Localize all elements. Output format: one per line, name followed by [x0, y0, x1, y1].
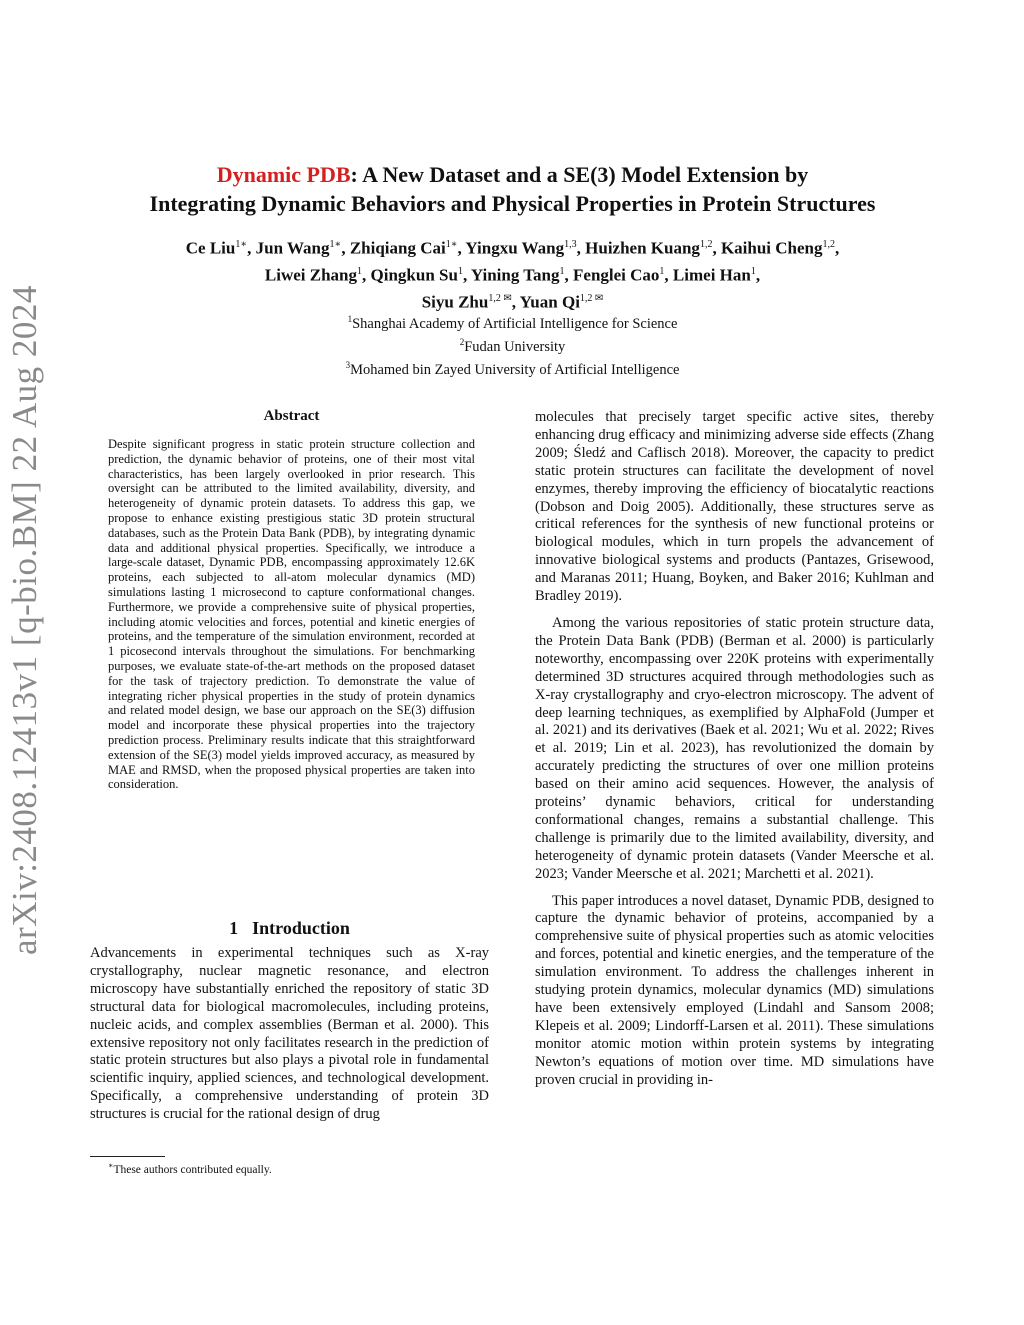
section-heading — [90, 918, 489, 939]
affiliation-name: Mohamed bin Zayed University of Artificial Intelligence — [350, 361, 680, 378]
affiliation-name: Shanghai Academy of Artificial Intelligence for Science — [352, 315, 678, 332]
abstract-heading: Abstract — [263, 408, 320, 424]
affiliation-sup: 3 — [345, 359, 351, 370]
author-list: Ce Liu$^{1∗}$, Jun Wang$^{1∗}$, Zhiqiang Cai$^{1∗}$, Yingxu Wang$^{1,3}$, Huizhen Kuang$^{1,2}$, Kaihui Cheng$^{1,2}$, Liwei Zhang$^1$, Qingkun Su$^1$, Yining Tang$^1$, Fenglei Cao$^1$, Limei Han$^1$, Siyu Zhu$^{1,2 ✉}$, Yuan $Qi^{1,2 ✉}$ — [185, 238, 840, 312]
abstract-section — [108, 408, 475, 792]
author-name: Yining Tang — [470, 265, 560, 285]
affiliation — [90, 356, 935, 379]
author-sup: 1 — [559, 266, 565, 278]
footnote-text: These authors contributed equally. — [113, 1163, 272, 1176]
intro-paragraph-3: This paper introduces a novel dataset, Dynamic PDB, designed to capture the dynamic behavior of proteins, accompanied by a comprehensive suite of physical properties such as atomic velocities and forces, potential and kinetic energies, and the temperature of the simulation environment. To address the challenges inherent in studying protein dynamics, molecular dynamics (MD) simulations have been extensively employed (Lindahl and Sansom 2008; Klepeis et al. 2009; Lindorff-Larsen et al. 2011). These simulations monitor atomic motion within protein systems by integrating Newton’s equations of motion over time. MD simulations have proven crucial in providing in- — [535, 892, 934, 1088]
affiliation-sup: 1 — [347, 314, 353, 324]
paper-title — [90, 160, 935, 218]
author-name: Kaihui Cheng — [720, 238, 823, 258]
right-column — [535, 409, 934, 1090]
arxiv-stamp: arXiv:2408.12413v1 [q-bio.BM] 22 Aug 2024 — [5, 285, 44, 955]
section-number: 1 — [229, 918, 239, 938]
author-sup: 1 — [357, 266, 363, 278]
affiliation-list — [90, 310, 935, 378]
author-name: Yingxu Wang — [465, 238, 565, 258]
author-sup: 1 — [659, 266, 665, 278]
intro-paragraph-2: Among the various repositories of static protein structure data, the Protein Data Bank (PDB) (Berman et al. 2000) is particularly noteworthy, encompassing over 220K proteins with experimentally determined 3D structures acquired through methodologies such as X-ray crystallography and cryo-electron microscopy. The advent of deep learning techniques, as exemplified by AlphaFold (Jumper et al. 2021) and its derivatives (Baek et al. 2021; Wu et al. 2022; Rives et al. 2019; Lin et al. 2023), has revolutionized the domain by accurately predicting the structures of over one million proteins based on their amino acid sequences. However, the analysis of proteins’ dynamic behaviors, critical for understanding conformational changes, remains a substantial challenge. This challenge is primarily due to the limited availability, diversity, and heterogeneity of dynamic protein datasets (Vander Meersche et al. 2023; Vander Meersche et al. 2021; Marchetti et al. 2021). — [535, 614, 934, 882]
author-name: Huizhen Kuang — [585, 238, 700, 258]
author-name: Qingkun Su — [370, 265, 458, 285]
affiliation — [90, 310, 935, 333]
title-line2: Integrating Dynamic Behaviors and Physical Properties in Protein Structures — [149, 191, 876, 216]
author-name: Ce Liu — [185, 238, 236, 258]
author-sup: 1∗ — [445, 239, 458, 250]
author-name: Fenglei Cao — [573, 265, 660, 285]
author-sup: 1,2 ✉ — [579, 293, 604, 305]
author-sup: 1 — [457, 266, 463, 278]
affiliation-sup: 2 — [459, 336, 465, 347]
footnote-mark: ∗ — [108, 1161, 114, 1170]
affiliation — [90, 333, 935, 356]
author-name: Siyu Zhu — [421, 292, 489, 312]
intro-paragraph-1: Advancements in experimental techniques such as X-ray crystallography, nuclear magnetic resonance, and electron microscopy have substantially enriched the repository of static 3D structural data for biological macromolecules, including proteins, nucleic acids, and complex assemblies (Berman et al. 2000). This extensive repository not only facilitates research in the prediction of static protein structures but also plays a pivotal role in fundamental scientific inquiry, applied sciences, and technological development. Specifically, a comprehensive understanding of protein 3D structures is crucial for the rational design of drug — [90, 945, 489, 1123]
author-name: Zhiqiang Cai — [349, 238, 446, 258]
introduction-section — [90, 918, 489, 1124]
author-sup: 1∗ — [235, 239, 248, 250]
abstract-text: Despite significant progress in static protein structure collection and prediction, the dynamic behavior of proteins, one of their most vital characteristics, has been largely overlooked in prior research. This oversight can be attributed to the limited availability, diversity, and heterogeneity of dynamic protein datasets. To address this gap, we propose to enhance existing prestigious static 3D protein structural databases, such as the Protein Data Bank (PDB), by integrating dynamic data and additional physical properties. Specifically, we introduce a large-scale dataset, Dynamic PDB, encompassing approximately 12.6K proteins, each subjected to all-atom molecular dynamics (MD) simulations lasting 1 microsecond to capture conformational changes. Furthermore, we provide a comprehensive suite of physical properties, including atomic velocities and forces, potential and kinetic energies of proteins, and the temperature of the simulation environment, recorded at 1 picosecond intervals throughout the simulations. For benchmarking purposes, we evaluate state-of-the-art methods on the proposed dataset for the task of trajectory prediction. To demonstrate the value of integrating richer physical properties in the study of protein dynamics and related model design, we base our approach on the SE(3) diffusion model and incorporate these physical properties into the trajectory prediction process. Preliminary results indicate that this straightforward extension of the SE(3) model yields improved accuracy, as measured by MAE and RMSD, when the proposed physical properties are taken into consideration. — [108, 437, 475, 792]
author-name: Limei Han — [672, 265, 751, 285]
author-sup: 1∗ — [329, 239, 342, 250]
author-sup: 1,2 ✉ — [488, 293, 512, 305]
section-title: Introduction — [252, 918, 350, 938]
title-line1-rest: : A New Dataset and a SE(3) Model Extension by — [350, 162, 809, 187]
intro-paragraph-1-continued: molecules that precisely target specific active sites, thereby enhancing drug efficacy and minimizing adverse side effects (Zhang 2009; Śledź and Caflisch 2018). Moreover, the capacity to predict static protein structures can facilitate the development of novel enzymes, thereby improving the efficiency of biocatalytic reactions (Dobson and Doig 2005). Additionally, these structures serve as critical references for the synthesis of new functional proteins or biological modules, which in turn propels the advancement of innovative biological systems and products (Pantazes, Grisewood, and Maranas 2011; Huang, Boyken, and Baker 2016; Kuhlman and Bradley 2019). — [535, 409, 934, 605]
affiliation-name: Fudan University — [464, 338, 566, 355]
author-sup: 1 — [750, 266, 756, 278]
author-name: Jun Wang — [255, 238, 330, 258]
author-name: Yuan Qi — [519, 292, 580, 312]
author-sup: 1,2 — [699, 239, 713, 250]
author-sup: 1,3 — [564, 239, 577, 250]
author-sup: 1,2 — [822, 239, 835, 250]
footnote — [108, 1161, 272, 1176]
footnote-rule — [90, 1156, 165, 1157]
author-name: Liwei Zhang — [264, 265, 358, 285]
title-highlight: Dynamic PDB — [216, 162, 351, 187]
